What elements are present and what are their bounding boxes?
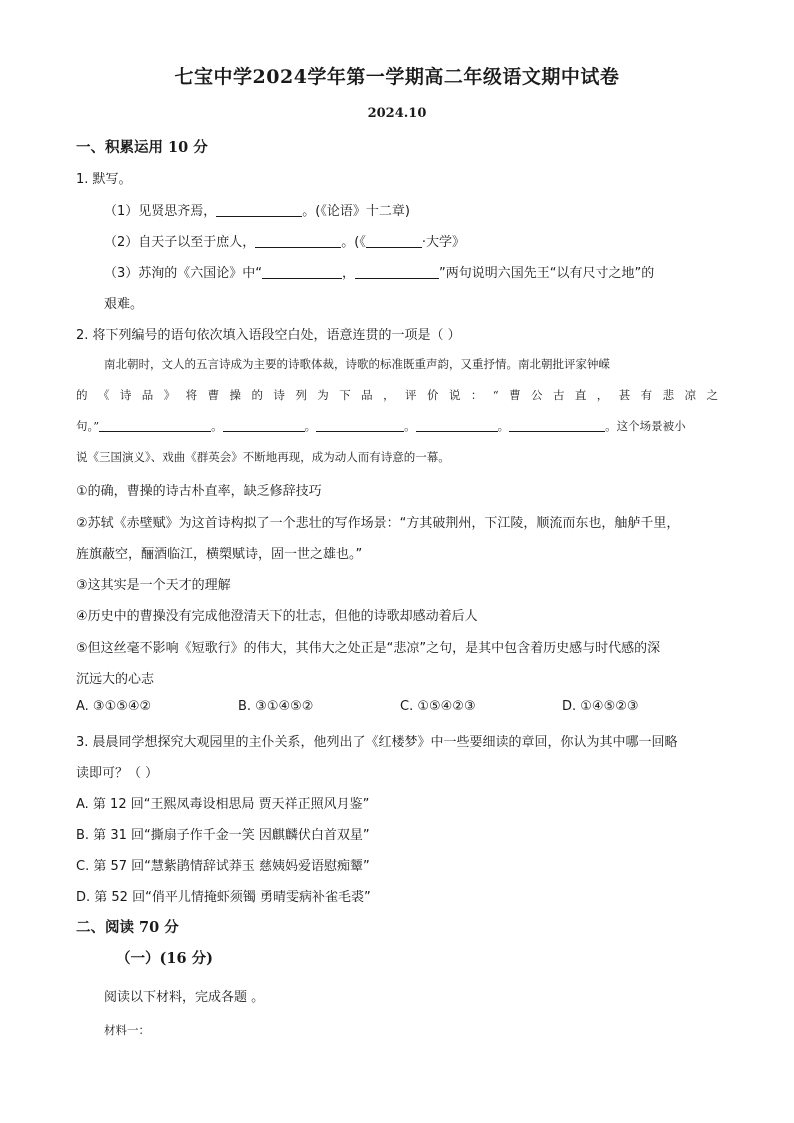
material-label: 材料一： — [104, 1023, 150, 1037]
q3-choice-b[interactable]: B. 第 31 回“撕扇子作千金一笑 因麒麟伏白首双星” — [76, 828, 370, 843]
answer-blank[interactable] — [416, 418, 498, 432]
section2-heading: 二、阅读 70 分 — [76, 919, 179, 936]
q2-passage-line4: 说《三国演义》、戏曲《群英会》不断地再现，成为动人而有诗意的一幕。 — [76, 450, 450, 464]
page-title: 七宝中学2024学年第一学期高二年级语文期中试卷 — [174, 66, 620, 88]
q1-item3-tail: ”两句说明六国先王“以有尺寸之地”的 — [439, 266, 655, 281]
q1-stem: 1. 默写。 — [76, 172, 132, 187]
q2-option-2-cont: 旌旗蔽空，酾酒临江，横槊赋诗，固一世之雄也。” — [76, 547, 363, 562]
q2-choice-d[interactable]: D. ①④⑤②③ — [562, 699, 639, 714]
q2-passage-end: 。这个场景被小 — [605, 419, 686, 433]
answer-blank[interactable] — [355, 265, 439, 279]
answer-blank[interactable] — [223, 418, 305, 432]
section1-heading: 一、积累运用 10 分 — [76, 139, 208, 156]
q3-choice-d[interactable]: D. 第 52 回“俏平儿情掩虾须镯 勇晴雯病补雀毛裘” — [76, 890, 371, 905]
answer-blank[interactable] — [99, 418, 211, 432]
exam-date: 2024.10 — [367, 106, 427, 121]
q1-item2 — [104, 231, 465, 250]
answer-blank[interactable] — [316, 418, 404, 432]
section2-subheading: （一）(16 分) — [116, 950, 213, 967]
q1-item2-source-close: ·大学》 — [421, 235, 465, 250]
q1-item2-source-open: 。(《 — [341, 235, 366, 250]
q1-item3 — [104, 262, 654, 281]
q3-stem: 3. 晨晨同学想探究大观园里的主仆关系，他列出了《红楼梦》中一些要细读的章回，你认为其中哪一回略 — [76, 735, 678, 750]
q2-passage-line3 — [76, 418, 686, 434]
q1-item1-source: 。(《论语》十二章) — [302, 204, 410, 219]
q2-option-2: ②苏轼《赤壁赋》为这首诗构拟了一个悲壮的写作场景：“方其破荆州，下江陵，顺流而东也，舳舻千里， — [76, 516, 680, 531]
q1-item1-text: （1）见贤思齐焉， — [104, 204, 217, 219]
q1-item1 — [104, 200, 410, 219]
answer-blank[interactable] — [262, 265, 342, 279]
q2-choice-a[interactable]: A. ③①⑤④② — [76, 699, 152, 714]
q2-option-5-cont: 沉远大的心志 — [76, 672, 155, 687]
q1-item3-text: （3）苏洵的《六国论》中“ — [104, 266, 263, 281]
answer-blank[interactable] — [509, 418, 605, 432]
q2-passage-line1: 南北朝时，文人的五言诗成为主要的诗歌体裁，诗歌的标准既重声韵，又重抒情。南北朝批评家钟嵘 — [104, 357, 610, 371]
q2-option-4: ④历史中的曹操没有完成他澄清天下的壮志，但他的诗歌却感动着后人 — [76, 609, 478, 624]
q2-choice-b[interactable]: B. ③①④⑤② — [238, 699, 314, 714]
q2-stem: 2. 将下列编号的语句依次填入语段空白处，语意连贯的一项是（ ） — [76, 328, 461, 343]
q3-choice-a[interactable]: A. 第 12 回“王熙凤毒设相思局 贾天祥正照风月鉴” — [76, 797, 370, 812]
q2-sep: 。 — [404, 419, 416, 433]
answer-blank[interactable] — [216, 203, 302, 217]
answer-blank[interactable] — [366, 234, 422, 248]
q3-choice-c[interactable]: C. 第 57 回“慧紫鹃情辞试莽玉 慈姨妈爱语慰痴颦” — [76, 859, 370, 874]
q2-passage-line2: 的《诗品》将曹操的诗列为下品，评价说：“曹公古直，甚有悲凉之 — [76, 388, 718, 402]
q1-item3-comma: ， — [342, 266, 356, 281]
q2-choice-c[interactable]: C. ①⑤④②③ — [400, 699, 476, 714]
q2-sep: 。 — [304, 419, 317, 433]
answer-blank[interactable] — [255, 234, 341, 248]
q3-stem-cont: 读即可？（ ） — [76, 766, 159, 781]
q2-sep: 。 — [211, 419, 223, 433]
q2-passage-start: 句。” — [76, 419, 100, 433]
reading-instruction: 阅读以下材料，完成各题 。 — [104, 990, 265, 1005]
q1-item3-continued: 艰难。 — [104, 297, 144, 312]
q2-option-5: ⑤但这丝毫不影响《短歌行》的伟大，其伟大之处正是“悲凉”之句，是其中包含着历史感与时代感的深 — [76, 641, 661, 656]
q2-sep: 。 — [497, 419, 510, 433]
q1-item2-text: （2）自天子以至于庶人， — [104, 235, 256, 250]
q2-option-3: ③这其实是一个天才的理解 — [76, 578, 231, 593]
q2-option-1: ①的确，曹操的诗古朴直率，缺乏修辞技巧 — [76, 484, 322, 499]
